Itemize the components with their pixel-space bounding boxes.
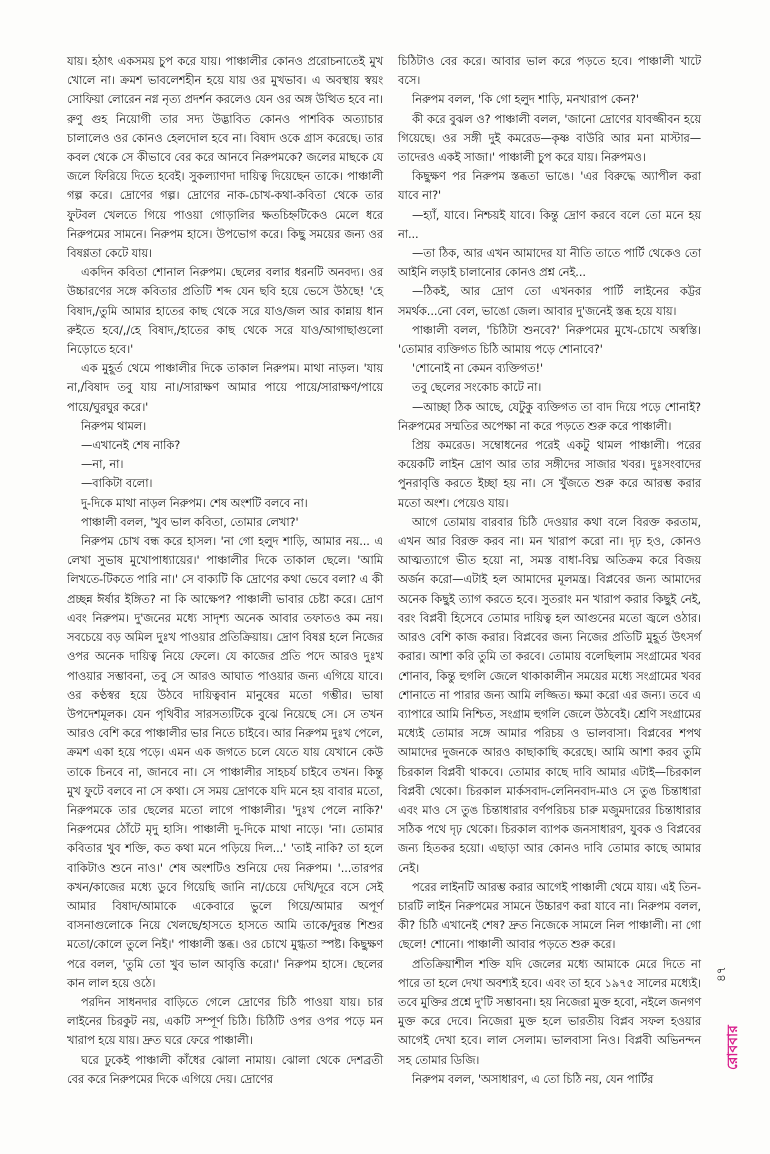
paragraph: পাঞ্চালী বলল, 'চিঠিটা শুনবে?' নিরুপমের মুখে-চোখে অস্বস্তি। 'তোমার ব্যক্তিগত চিঠি আমায় পড়ে শোনাবে?' bbox=[398, 322, 701, 357]
paragraph: আগে তোমায় বারবার চিঠি দেওয়ার কথা বলে বিরক্ত করতাম, এখন আর বিরক্ত করব না। মন খারাপ করো না। দৃঢ় হও, কোনও আত্মত্যাগে ভীত হয়ো না, সমস্ত বাধা-বিঘ্ন অতিক্রম করে বিজয় অর্জন করো—এটাই হল আমাদের মূলমন্ত্র। বিপ্লবের জন্য আমাদের অনেক কিছুই ত্যাগ করতে হবে। সুতরাং মন খারাপ করার কিছুই নেই, বরং বিপ্লবী হিসেবে তোমার দায়িত্ব হল আগুনের মতো জ্বলে ওঠার। আরও বেশি কাজ করার। বিপ্লবের জন্য নিজের প্রতিটি মুহূর্ত উৎসর্গ করার। আশা করি তুমি তা করবে। তোমায় বলেছিলাম সংগ্রামের খবর শোনাব, কিন্তু হুগলি জেলে থাকাকালীন সময়ের মধ্যে সংগ্রামের খবর শোনাতে না পারার জন্য আমি লজ্জিত। ক্ষমা করো এর জন্য। তবে এ ব্যাপারে আমি নিশ্চিত, সংগ্রাম হুগলি জেলে উঠবেই। শ্রেণি সংগ্রামের মধ্যেই তোমার সঙ্গে আমার পরিচয় ও ভালবাসা। বিপ্লবের শপথ আমাদের দুজনকে আরও কাছাকাছি করেছে। আমি আশা করব তুমি চিরকাল বিপ্লবী থাকবে। তোমার কাছে দাবি আমার এটাই—চিরকাল বিপ্লবী থেকো। চিরকাল মার্কসবাদ-লেনিনবাদ-মাও সে তুঙ চিন্তাধারা এবং মাও সে তুঙ চিন্তাধারার বর্ণপরিচয় চারু মজুমদারের চিন্তাধারার সঠিক পথে দৃঢ় থেকো। চিরকাল ব্যাপক জনসাধারণ, যুবক ও বিপ্লবের জন্য হিতকর হয়ো। এছাড়া আর কোনও দাবি তোমার কাছে আমার নেই। bbox=[398, 514, 701, 875]
paragraph: প্রতিক্রিয়াশীল শক্তি যদি জেলের মধ্যে আমাকে মেরে দিতে না পারে তা হলে দেখা অবশ্যই হবে। এবং তা হবে ১৯৭৫ সালের মধ্যেই। তবে মুক্তির প্রশ্নে দু'টি সম্ভাবনা। হয় নিজেরা মুক্ত হবো, নইলে জনগণ মুক্ত করে দেবে। নিজেরা মুক্ত হলে ভারতীয় বিপ্লব সফল হওয়ার আগেই দেখা হবে। লাল সেলাম। ভালবাসা নিও। বিপ্লবী অভিনন্দন সহ তোমার ডিজি। bbox=[398, 956, 701, 1067]
paragraph: 'শোনোই না কেমন ব্যক্তিগত!' bbox=[412, 361, 544, 376]
paragraph: তবু ছেলের সংকোচ কাটে না। bbox=[412, 380, 542, 395]
paragraph: পরের লাইনটি আরম্ভ করার আগেই পাঞ্চালী থেমে যায়। এই তিন-চারটি লাইন নিরুপমের সামনে উচ্চারণ করা যাবে না। নিরুপম বলল, কী? চিঠি এখানেই শেষ? দ্রুত নিজেকে সামলে নিল পাঞ্চালী। না গো ছেলে! শোনো। পাঞ্চালী আবার পড়তে শুরু করে। bbox=[398, 879, 701, 952]
page-number: ৪৭ bbox=[714, 966, 728, 982]
paragraph: দু-দিকে মাথা নাড়ল নিরুপম। শেষ অংশটি বলবে না। bbox=[81, 495, 308, 510]
paragraph: পরদিন সাধনদার বাড়িতে গেলে দ্রোণের চিঠি পাওয়া যায়। চার লাইনের চিরকুট নয়, একটি সম্পূর্ণ চিঠি। চিঠিটি ওপর ওপর পড়ে মন খারাপ হয়ে যায়। দ্রুত ঘরে ফেরে পাঞ্চালী। bbox=[67, 994, 383, 1048]
paragraph: একদিন কবিতা শোনাল নিরুপম। ছেলের বলার ধরনটি অনবদ্য। ওর উচ্চারণের সঙ্গে কবিতার প্রতিটি শব্দ যেন ছবি হয়ে ভেসে উঠছে! 'হে বিষাদ,/তুমি আমার হাতের কাছ থেকে সরে যাও/জল আর কান্নায় ধান রুইতে হবে/,/হে বিষাদ,/হাতের কাছ থেকে সরে যাও/আগাছাগুলো নিড়োতে হবে।' bbox=[67, 265, 383, 357]
paragraph: কিছুক্ষণ পর নিরুপম স্তব্ধতা ভাঙে। 'এর বিরুদ্ধে অ্যাপীল করা যাবে না?' bbox=[398, 169, 701, 203]
paragraph: ঘরে ঢুকেই পাঞ্চালী কাঁধের ঝোলা নামায়। ঝোলা থেকে দেশব্রতী বের করে নিরুপমের দিকে এগিয়ে দেয়। দ্রোণের bbox=[67, 1052, 383, 1086]
paragraph: প্রিয় কমরেড। সম্বোধনের পরেই একটু থামল পাঞ্চালী। পরের কয়েকটি লাইন দ্রোণ আর তার সঙ্গীদের সাজার খবর। দুঃসংবাদের পুনরাবৃত্তি করতে ইচ্ছা হয় না। সে খুঁজতে শুরু করে আরম্ভ করার মতো অংশ। পেয়েও যায়। bbox=[398, 438, 701, 510]
paragraph: —হ্যাঁ, যাবে। নিশ্চয়ই যাবে। কিন্তু দ্রোণ করবে বলে তো মনে হয় না... bbox=[398, 207, 701, 241]
paragraph: —তা ঠিক, আর এখন আমাদের যা নীতি তাতে পার্টি থেকেও তো আইনি লড়াই চালানোর কোনও প্রশ্ন নেই... bbox=[398, 246, 701, 280]
paragraph: নিরুপম বলল, 'কি গো হলুদ শাড়ি, মনখারাপ কেন?' bbox=[412, 92, 639, 107]
paragraph: যায়। হঠাৎ একসময় চুপ করে যায়। পাঞ্চালীর কোনও প্ররোচনাতেই মুখ খোলে না। ক্রমশ ভাবলেশহীন হয়ে যায় ওর মুখভাব। এ অবস্থায় স্বয়ং সোফিয়া লোরেন নগ্ন নৃত্য প্রদর্শন করলেও যেন ওর অঙ্গ উত্থিত হবে না। রুণু গুহ নিয়োগী তার সদ্য উদ্ভাবিত কোনও পাশবিক অত্যাচার চালালেও ওর কোনও হেলদোল হবে না। বিষাদ ওকে গ্রাস করেছে। তার কবল থেকে সে কীভাবে বের করে আনবে নিরুপমকে? জলের মাছকে যে জলে ফিরিয়ে দিতে হবেই। সুকল্যাণদা দায়িত্ব দিয়েছেন তাকে। পাঞ্চালী গল্প করে। দ্রোণের গল্প। দ্রোণের নাক-চোখ-কথা-কবিতা থেকে তার ফুটবল খেলতে গিয়ে পাওয়া গোড়ালির ক্ষতচিহ্নটিকেও মেলে ধরে নিরুপমের সামনে। নিরুপম হাসে। উপভোগ করে। কিছু সময়ের জন্য ওর বিষণ্ণতা কেটে যায়। bbox=[67, 54, 383, 261]
left-text-column bbox=[67, 52, 383, 1089]
paragraph: —এখানেই শেষ নাকি? bbox=[81, 438, 181, 453]
page-sidebar bbox=[711, 960, 741, 1090]
paragraph: —না, না। bbox=[81, 457, 124, 472]
paragraph: নিরুপম চোখ বন্ধ করে হাসল। 'না গো হলুদ শাড়ি, আমার নয়... এ লেখা সুভাষ মুখোপাধ্যায়ের।' পাঞ্চালীর দিকে তাকাল ছেলে। 'আমি লিখতে-টিকতে পারি না।' সে বাক্যটি কি দ্রোণের কথা ভেবে বলা? এ কী প্রচ্ছন্ন ঈর্ষার ইঙ্গিত? না কি আক্ষেপ? পাঞ্চালী ভাবার চেষ্টা করে। দ্রোণ এবং নিরুপম। দু'জনের মধ্যে সাদৃশ্য অনেক আবার তফাতও কম নয়। সবচেয়ে বড় অমিল দুঃখ পাওয়ার প্রতিক্রিয়ায়। দ্রোণ বিষণ্ণ হলে নিজের ওপর অনেক দায়িত্ব নিয়ে ফেলে। যে কাজের প্রতি পদে আরও দুঃখ পাওয়ার সম্ভাবনা, তবু সে আরও আঘাত পাওয়ার জন্য এগিয়ে যাবে। ওর কণ্ঠস্বর হয়ে উঠবে দায়িত্ববান মানুষের মতো গম্ভীর। ভাষা উপদেশমূলক। যেন পৃথিবীর সারসত্যটিকে বুঝে নিয়েছে সে। সে তখন আরও বেশি করে পাঞ্চালীর ভার নিতে চাইবে। আর নিরুপম দুঃখ পেলে, ক্রমশ একা হয়ে পড়ে। এমন এক জগতে চলে যেতে যায় যেখানে কেউ তাকে চিনবে না, জানবে না। সে পাঞ্চালীর সাহচর্য চাইবে তখন। কিন্তু মুখ ফুটে বলবে না সে কথা। সে সময় দ্রোণকে যদি মনে হয় বাবার মতো, নিরুপমকে তার ছেলের মতো লাগে পাঞ্চালীর। 'দুঃখ পেলে নাকি?' নিরুপমের ঠোঁটে মৃদু হাসি। পাঞ্চালী দু-দিকে মাথা নাড়ে। 'না। তোমার কবিতার খুব শক্তি, কত কথা মনে পড়িয়ে দিল...' 'তাই নাকি? তা হলে বাকিটাও শুনে নাও।' শেষ অংশটিও শুনিয়ে দেয় নিরুপম। '...তারপর কখন/কাজের মধ্যে ডুবে গিয়েছি জানি না/চেয়ে দেখি/দূরে বসে সেই আমার বিষাদ/আমাকে একেবারে ভুলে গিয়ে/আমার অপূর্ণ বাসনাগুলোকে নিয়ে খেলছে/হাসতে হাসতে আমি তাকে/দুরন্ত শিশুর মতো/কোলে তুলে নিই।' পাঞ্চালী স্তব্ধ। ওর চোখে মুগ্ধতা স্পষ্ট। কিছুক্ষণ পরে বলল, 'তুমি তো খুব ভাল আবৃত্তি করো।' নিরুপম হাসে। ছেলের কান লাল হয়ে ওঠে। bbox=[67, 534, 383, 990]
paragraph: —আচ্ছা ঠিক আছে, যেটুকু ব্যক্তিগত তা বাদ দিয়ে পড়ে শোনাই? নিরুপমের সম্মতির অপেক্ষা না করে পড়তে শুরু করে পাঞ্চালী। bbox=[398, 399, 701, 433]
paragraph: নিরুপম বলল, 'অসাধারণ, এ তো চিঠি নয়, যেন পার্টির bbox=[412, 1071, 654, 1086]
paragraph: —ঠিকই, আর দ্রোণ তো এখনকার পার্টি লাইনের কট্টর সমর্থক...নো বেল, ভাঙো জেল। আবার দু'জনেই স্তব্ধ হয়ে যায়। bbox=[398, 284, 701, 318]
paragraph: নিরুপম থামল। bbox=[81, 418, 147, 433]
paragraph: কী করে বুঝল ও? পাঞ্চালী বলল, 'জানো দ্রোণের যাবজ্জীবন হয়ে গিয়েছে। ওর সঙ্গী দুই কমরেড—কৃষ্ণ বাউরি আর মনা মাস্টার—তাদেরও একই সাজা।' পাঞ্চালী চুপ করে যায়। নিরুপমও। bbox=[398, 111, 701, 165]
paragraph: —বাকিটা বলো। bbox=[81, 476, 153, 491]
right-text-column bbox=[398, 52, 701, 1089]
magazine-name: রোববার bbox=[725, 1025, 741, 1070]
paragraph: চিঠিটাও বের করে। আবার ভাল করে পড়তে হবে। পাঞ্চালী খাটে বসে। bbox=[398, 54, 701, 88]
paragraph: এক মুহূর্ত থেমে পাঞ্চালীর দিকে তাকাল নিরুপম। মাথা নাড়ল। 'যায় না,/বিষাদ তবু যায় না।/সারাক্ষণ আমার পায়ে পায়ে/সারাক্ষণ/পায়ে পায়ে/ঘুরঘুর করে।' bbox=[67, 361, 383, 414]
paragraph: পাঞ্চালী বলল, 'খুব ভাল কবিতা, তোমার লেখা?' bbox=[81, 514, 299, 529]
